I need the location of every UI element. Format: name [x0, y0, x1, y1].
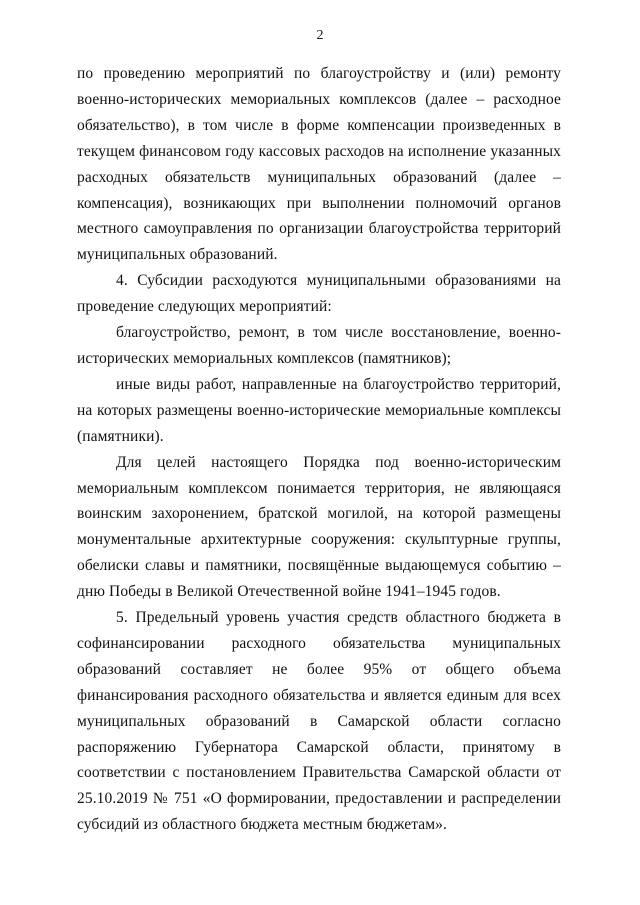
page-number: 2	[316, 28, 324, 43]
paragraph-activity-other: иные виды работ, направленные на благоустройство территорий, на которых размещены военно-исторические мемориальные комплексы (памятники).	[77, 375, 561, 445]
paragraph-item-4: 4. Субсидии расходуются муниципальными образованиями на проведение следующих мероприятий:	[77, 272, 561, 316]
paragraph-activity-repair: благоустройство, ремонт, в том числе восстановление, военно-исторических мемориальных комплексов (памятников);	[77, 324, 561, 367]
paragraph-definition: Для целей настоящего Порядка под военно-историческим мемориальным комплексом понимается территория, не являющаяся воинским захоронением, братской могилой, на которой размещены монументальные архитектурные сооружения: скульптурные группы, обелиски славы и памятники, посвящённые выдающемуся событию – дню Победы в Великой Отечественной войне 1941–1945 годов.	[77, 453, 561, 601]
paragraph-continuation: по проведению мероприятий по благоустройству и (или) ремонту военно-исторических мемориальных комплексов (далее – расходное обязательство), в том числе в форме компенсации произведенных в текущем финансовом году кассовых расходов на исполнение указанных расходных обязательств муниципальных образований (далее – компенсация), возникающих при выполнении полномочий органов местного самоуправления по организации благоустройства территорий муниципальных образований.	[77, 65, 561, 264]
document-body	[77, 61, 561, 838]
paragraph-item-5: 5. Предельный уровень участия средств областного бюджета в софинансировании расходного обязательства муниципальных образований составляет не более 95% от общего объема финансирования расходного обязательства и является единым для всех муниципальных образований в Самарской области согласно распоряжению Губернатора Самарской области, принятому в соответствии с постановлением Правительства Самарской области от 25.10.2019 № 751 «О формировании, предоставлении и распределении субсидий из областного бюджета местным бюджетам».	[77, 609, 561, 834]
